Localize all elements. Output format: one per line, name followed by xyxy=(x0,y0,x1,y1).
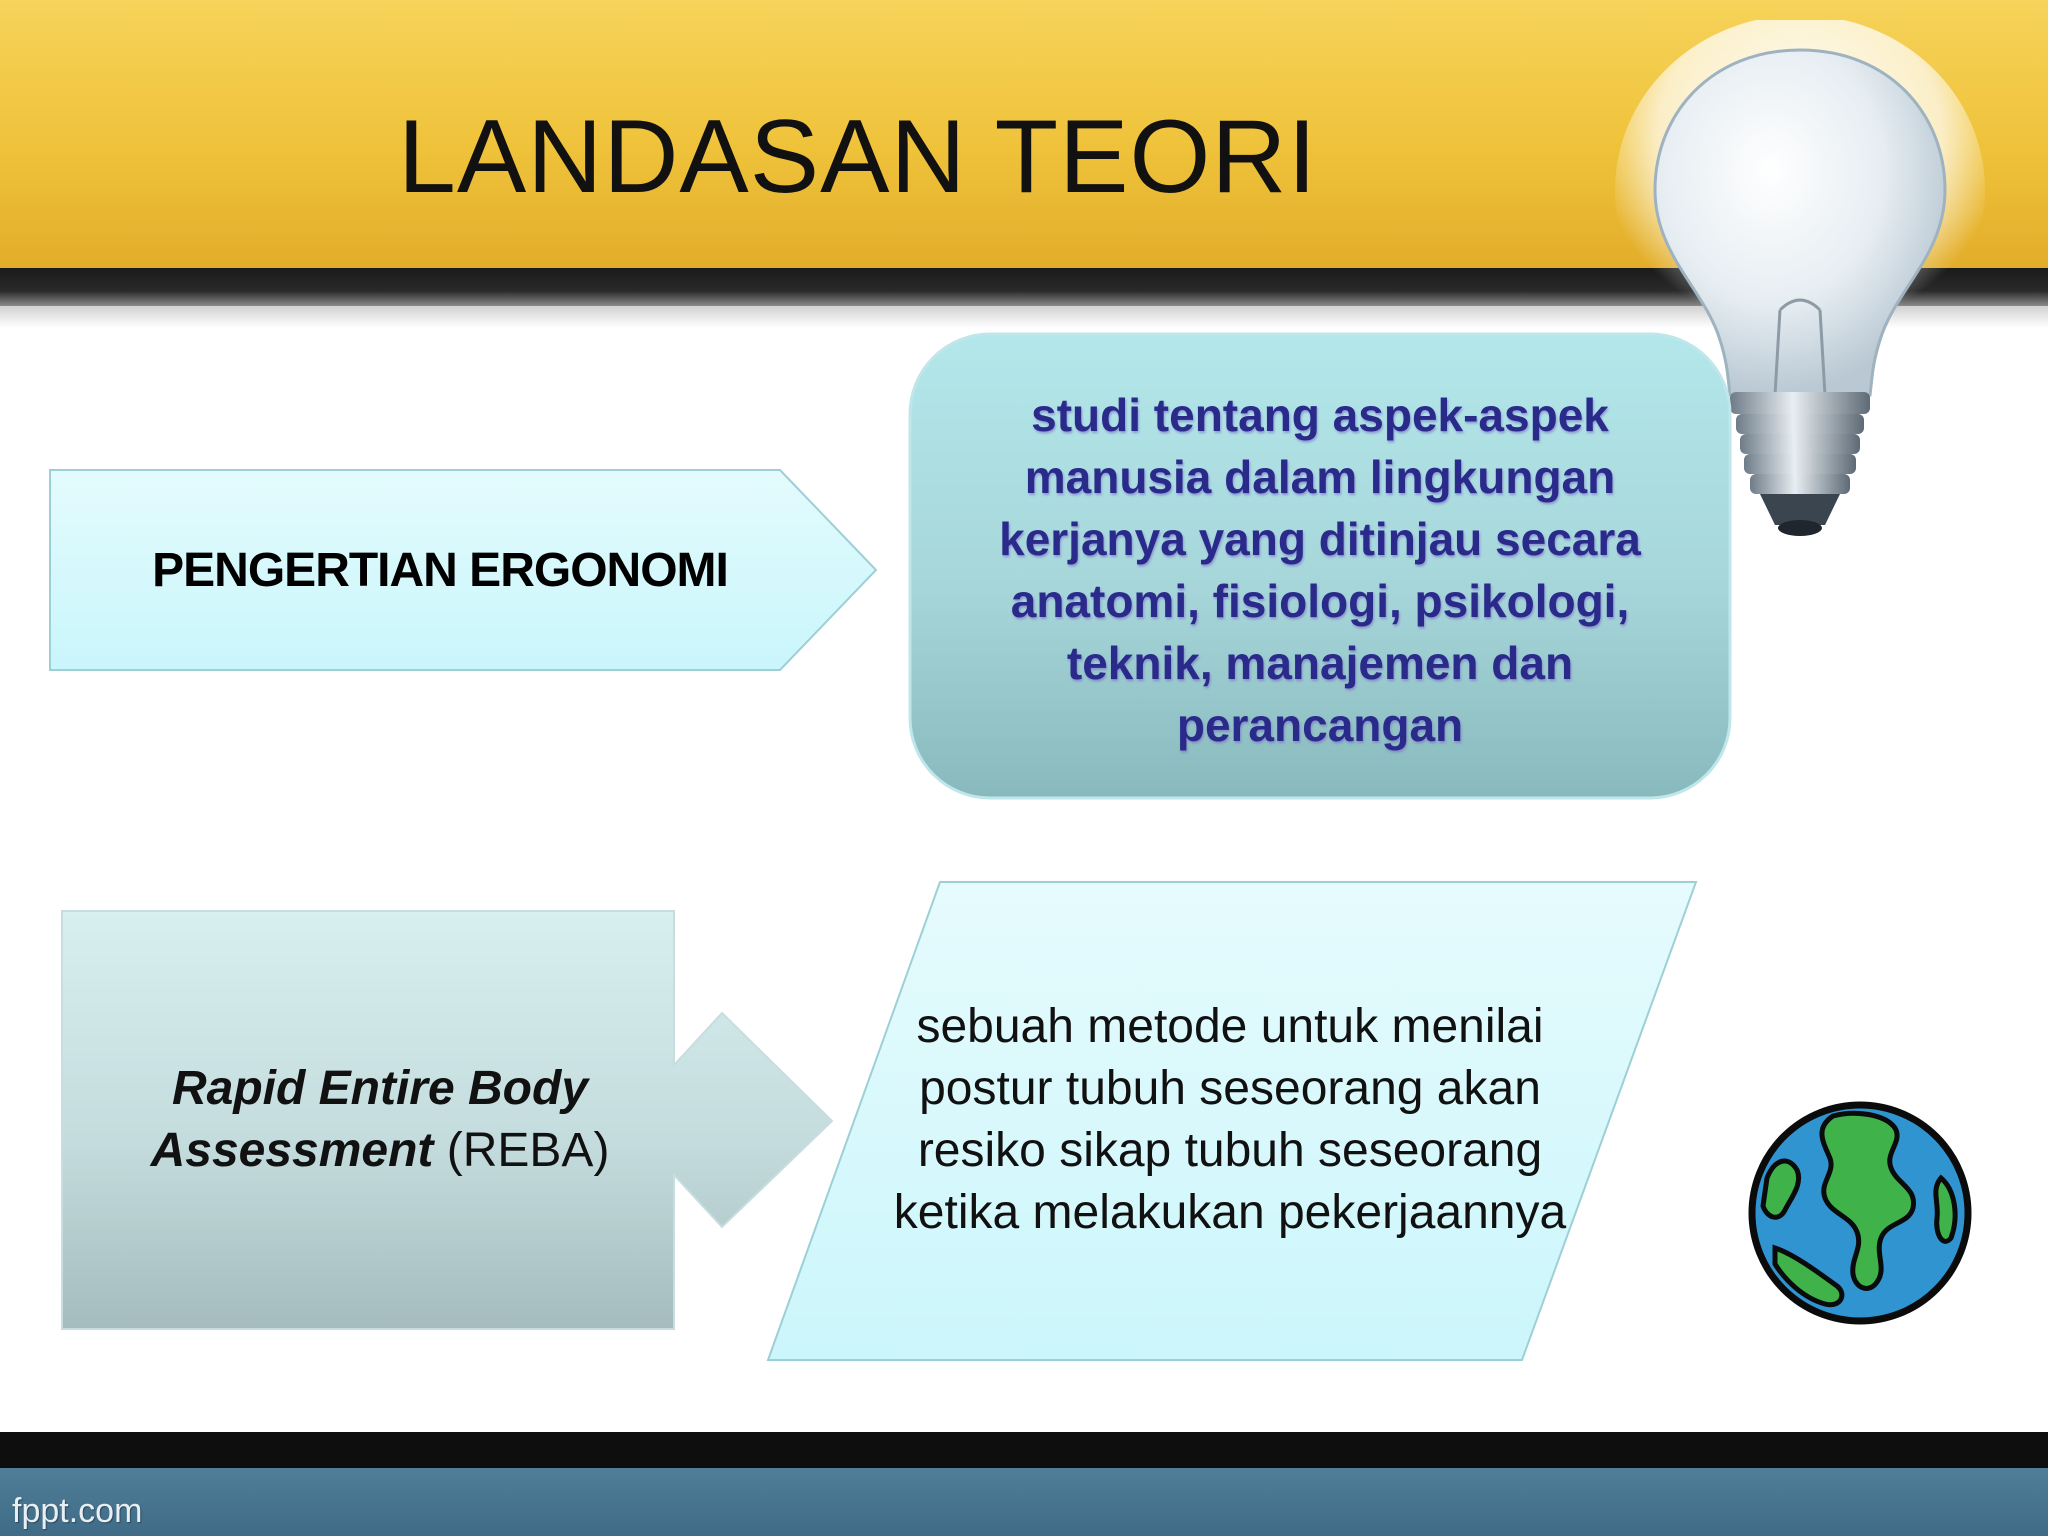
term-ergonomi: PENGERTIAN ERGONOMI xyxy=(152,543,728,597)
footer-brand: fppt.com xyxy=(12,1492,143,1530)
term-reba-italic: Rapid Entire Body Assessment xyxy=(150,1062,589,1177)
footer-band xyxy=(0,1468,2048,1536)
footer-divider xyxy=(0,1432,2048,1468)
globe-icon xyxy=(1745,1098,1975,1328)
definition-ergonomi: studi tentang aspek-aspek manusia dalam lingkungan kerjanya yang ditinjau secara anatomi, fisiologi, psikologi, teknik, manajemen dan perancangan xyxy=(999,389,1641,751)
definition-reba: sebuah metode untuk menilai postur tubuh seseorang akan resiko sikap tubuh seseorang ketika melakukan pekerjaannya xyxy=(893,1000,1567,1239)
term-reba-suffix: (REBA) xyxy=(433,1124,610,1177)
term-reba xyxy=(80,1050,680,1190)
slide-title: LANDASAN TEORI xyxy=(398,99,1318,215)
